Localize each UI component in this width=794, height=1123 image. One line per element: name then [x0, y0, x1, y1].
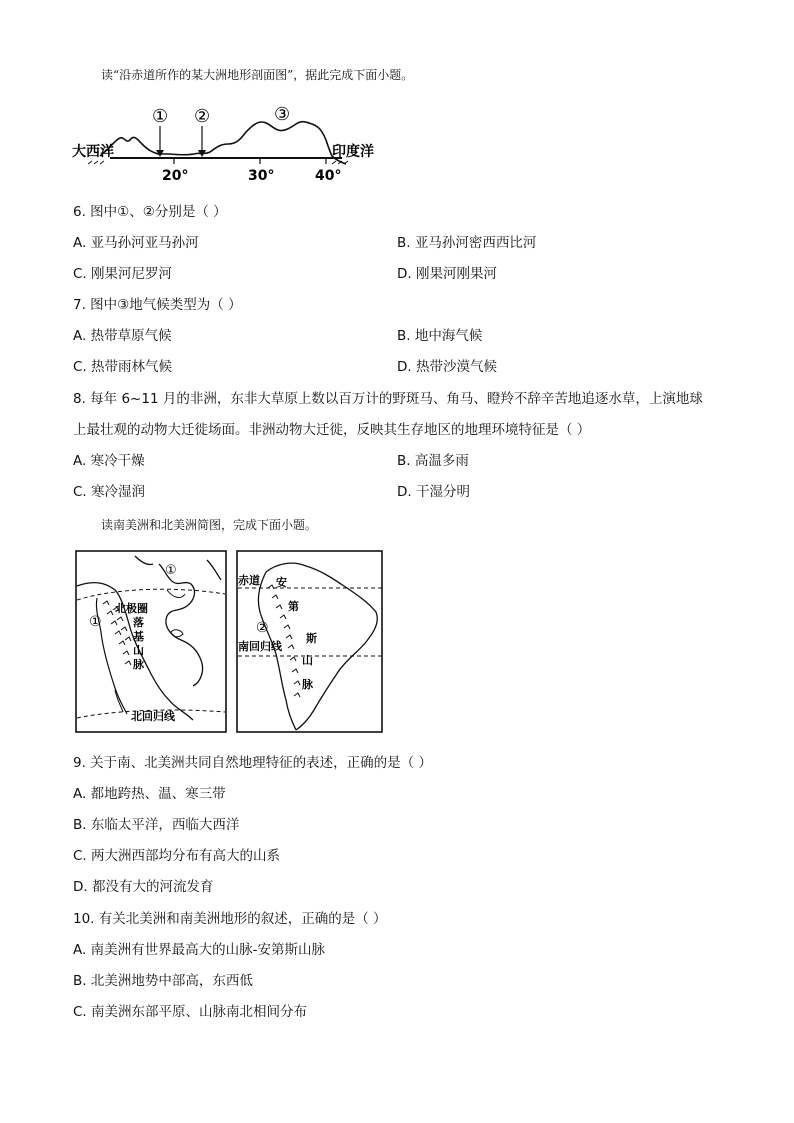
- atlantic-label: 大西洋: [72, 144, 114, 160]
- rocky-label-3: 山: [133, 644, 144, 657]
- indian-ocean-label: 印度洋: [332, 144, 374, 160]
- q7-option-b: B. 地中海气候: [397, 328, 483, 344]
- equator-label: 赤道: [238, 574, 260, 587]
- q8-stem-line1: 8. 每年 6~11 月的非洲，东非大草原上数以百万计的野斑马、角马、瞪羚不辞辛苦地追逐水草，上演地球: [73, 391, 703, 407]
- intro-text-profile: 读“沿赤道所作的某大洲地形剖面图”，据此完成下面小题。: [101, 68, 414, 82]
- q6-option-d: D. 刚果河刚果河: [397, 266, 497, 282]
- q7-option-c: C. 热带雨林气候: [73, 359, 173, 375]
- q7-option-d: D. 热带沙漠气候: [397, 359, 497, 375]
- tropic-cancer-label: 北回归线: [131, 710, 175, 723]
- intro-text-maps: 读南美洲和北美洲简图，完成下面小题。: [101, 518, 318, 532]
- na-marker-top: ①: [165, 563, 177, 578]
- q8-option-d: D. 干湿分明: [397, 484, 470, 500]
- q8-option-c: C. 寒冷湿润: [73, 484, 146, 500]
- tick-20: 20°: [162, 168, 189, 184]
- rocky-label-4: 脉: [133, 658, 144, 671]
- andes-label-2: 第: [288, 600, 299, 613]
- q9-option-b: B. 东临太平洋，西临大西洋: [73, 817, 240, 833]
- q10-stem: 10. 有关北美洲和南美洲地形的叙述，正确的是（ ）: [73, 911, 387, 927]
- q9-option-c: C. 两大洲西部均分布有高大的山系: [73, 848, 281, 864]
- rocky-label-2: 基: [133, 630, 144, 643]
- q6-option-b: B. 亚马孙河密西西比河: [397, 235, 537, 251]
- andes-label-3: 斯: [306, 632, 317, 645]
- marker-1: ①: [152, 106, 169, 127]
- q8-stem-line2: 上最壮观的动物大迁徙场面。非洲动物大迁徙，反映其生存地区的地理环境特征是（ ）: [73, 422, 591, 438]
- q8-option-a: A. 寒冷干燥: [73, 453, 145, 469]
- tick-40: 40°: [315, 168, 342, 184]
- q10-option-b: B. 北美洲地势中部高，东西低: [73, 973, 253, 989]
- q6-option-c: C. 刚果河尼罗河: [73, 266, 173, 282]
- q7-option-a: A. 热带草原气候: [73, 328, 172, 344]
- na-marker-1: ①: [89, 614, 102, 630]
- north-america-map: [75, 550, 227, 733]
- marker-2: ②: [194, 106, 211, 127]
- q7-stem: 7. 图中③地气候类型为（ ）: [73, 297, 242, 313]
- q9-stem: 9. 关于南、北美洲共同自然地理特征的表述，正确的是（ ）: [73, 755, 432, 771]
- profile-figure: [70, 100, 380, 184]
- andes-label-5: 脉: [302, 678, 313, 691]
- tropic-capricorn-label: 南回归线: [238, 640, 282, 653]
- andes-label-4: 山: [302, 654, 313, 667]
- q6-option-a: A. 亚马孙河亚马孙河: [73, 235, 199, 251]
- q10-option-a: A. 南美洲有世界最高大的山脉-安第斯山脉: [73, 942, 325, 958]
- rocky-label-1: 落: [133, 616, 144, 629]
- q8-option-b: B. 高温多雨: [397, 453, 469, 469]
- arctic-circle-label: 北极圈: [115, 602, 148, 615]
- q9-option-a: A. 都地跨热、温、寒三带: [73, 786, 226, 802]
- sa-marker-2: ②: [256, 620, 269, 636]
- south-america-map: [236, 550, 383, 733]
- q9-option-d: D. 都没有大的河流发育: [73, 879, 214, 895]
- tick-30: 30°: [248, 168, 275, 184]
- andes-label-1: 安: [276, 576, 287, 589]
- q10-option-c: C. 南美洲东部平原、山脉南北相间分布: [73, 1004, 308, 1020]
- marker-3: ③: [274, 104, 291, 125]
- q6-stem: 6. 图中①、②分别是（ ）: [73, 204, 227, 220]
